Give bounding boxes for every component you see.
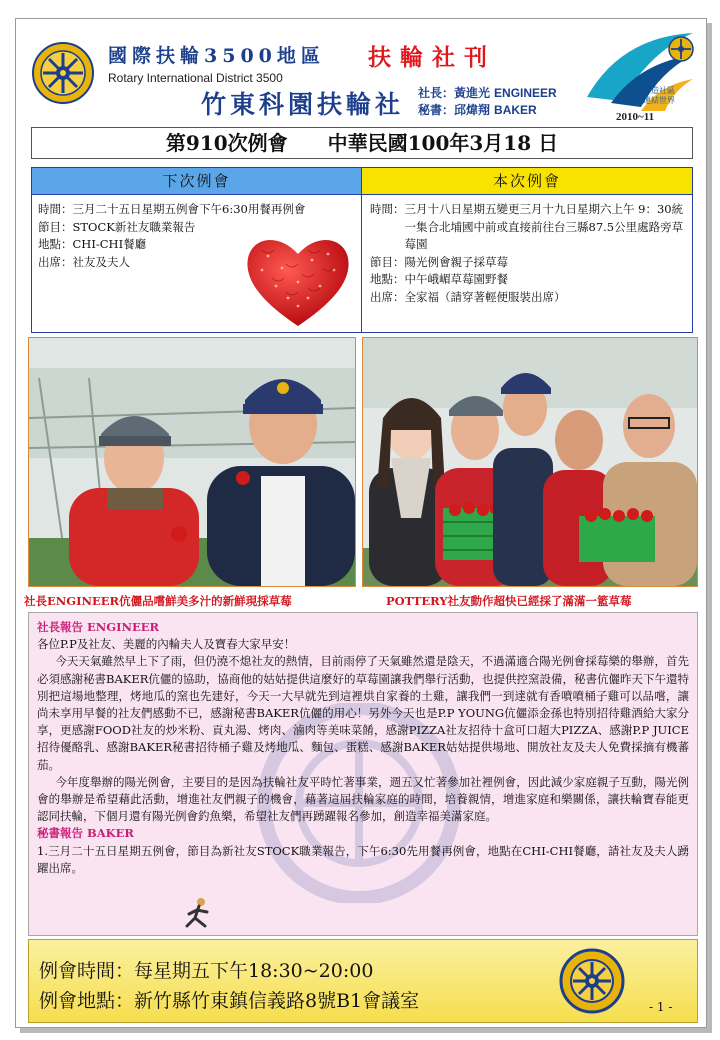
secretary-name: 邱煒翔 xyxy=(454,103,491,117)
current-attendance: 出席： 全家福（請穿著輕便服裝出席） xyxy=(370,289,566,304)
current-program: 節目： 陽光例會親子採草莓 xyxy=(370,254,508,269)
report-section xyxy=(28,612,698,936)
president-line xyxy=(418,85,557,102)
report-text xyxy=(37,619,689,877)
current-meeting-header: 本次例會 xyxy=(362,168,692,195)
president-report-greeting: 各位P.P及社友、美麗的內輪夫人及寶春大家早安！ xyxy=(37,637,296,652)
secretary-line xyxy=(418,102,557,119)
meeting-time: 例會時間：每星期五下午18:30~20:00 xyxy=(39,960,374,982)
runner-icon xyxy=(179,896,219,930)
secretary-en: BAKER xyxy=(494,103,537,117)
meeting-date: 中華民國100年3月18 日 xyxy=(327,131,559,155)
current-time: 時間： 三月十八日星期五變更三月十九日星期六上午 9：30統一集合北埔國中前或直接前往台三縣87.5公里處路旁草莓園 xyxy=(370,202,684,251)
president-en: ENGINEER xyxy=(494,86,557,100)
meeting-title xyxy=(31,127,693,159)
rotary-wheel-icon xyxy=(31,41,95,105)
next-attendance: 出席： 社友及夫人 xyxy=(38,254,130,269)
president-report-paragraph-2: 今年度舉辦的陽光例會，主要目的是因為扶輪社友平時忙著事業，週五又忙著參加社裡例會，因此減少家庭親子互動，陽光例會的舉辦是希望藉此活動，增進社友們親子的機會，藉著這屆扶輪家庭的時間，培養親情，增進家庭和樂關係，讓扶輪寶春能更認同扶輪，下個月還有陽光例會釣魚樂，希望社友們再踴躍報名參加，創造幸福美滿家庭。 xyxy=(37,774,689,824)
next-place: 地點： CHI-CHI餐廳 xyxy=(38,237,147,251)
strawberry-heart-image xyxy=(242,230,354,330)
club-name: 竹東科園扶輪社 xyxy=(201,90,405,119)
photo-president-strawberries xyxy=(28,337,356,587)
page-number: - 1 - xyxy=(649,1000,673,1014)
next-time: 時間： 三月二十五日星期五例會下午6:30用餐再例會 xyxy=(38,202,306,216)
district-name-en: Rotary International District 3500 xyxy=(108,71,283,85)
photo-pottery-basket xyxy=(362,337,698,587)
rotary-international-emblem-icon xyxy=(559,948,625,1014)
secretary-label: 秘書： xyxy=(418,103,455,117)
current-meeting-details xyxy=(370,201,688,306)
bulletin-page xyxy=(15,18,707,1028)
bulletin-title: 扶輪社刊 xyxy=(368,44,496,71)
meeting-place: 例會地點：新竹縣竹東鎮信義路8號B1會議室 xyxy=(39,990,420,1012)
photo-caption-right: POTTERY社友動作超快已經採了滿滿一籃草莓 xyxy=(386,594,632,608)
rotary-year: 2010~11 xyxy=(616,111,655,123)
secretary-report-heading: 秘書報告 BAKER xyxy=(37,826,134,841)
photo-caption-left: 社長ENGINEER伉儷品嚐鮮美多汁的新鮮現採草莓 xyxy=(24,594,292,608)
theme-logo xyxy=(581,27,699,113)
officers xyxy=(418,85,557,119)
president-report-heading: 社長報告 ENGINEER xyxy=(37,620,160,634)
meeting-number: 第910次例會 xyxy=(165,131,288,155)
secretary-report-item-1: 1.三月二十五日星期五例會，節目為新社友STOCK職業報告，下午6:30先用餐再例會，地點在CHI-CHI餐廳，請社友及夫人踴躍出席。 xyxy=(37,843,689,875)
next-program: 節目： STOCK新社友職業報告 xyxy=(38,219,196,234)
president-name: 黃進光 xyxy=(454,86,491,100)
district-name: 國際扶輪3500地區 xyxy=(108,45,325,67)
current-place: 地點： 中午峨嵋草莓園野餐 xyxy=(370,272,508,286)
footer xyxy=(28,939,698,1023)
president-report-paragraph-1: 今天天氣雖然早上下了雨，但仍澆不熄社友的熱情，目前雨停了天氣雖然還是陰天，不過滿適合陽光例會採莓樂的舉辦，首先必須感謝秘書BAKER伉儷的協助，協商他的姑姑提供這麼好的草莓園讓我們舉行活動，也提供控窯設備，秘書伉儷昨天下午還特別把這場地整理，烤地瓜的窯也先建好，今天一大早就先到這裡烘自家養的土雞，讓我們一到達就有香噴噴桶子雞可以品嚐，讓尚未享用早餐的社友們感動不已，感謝秘書BAKER伉儷的用心！另外今天也是P.P YOUNG伉儷添金孫也特別招待雞酒給大家分享，更感謝FOOD社友的炒米粉、貢丸湯、烤肉、滷肉等美味菜餚，感謝PIZZA社友招待十盒可口超大PIZZA、感謝P.P JUICE招待優酪乳、感謝BAKER秘書招待桶子雞及烤地瓜、麵包、蛋糕、感謝BAKER姑姑提供場地、開放社友及夫人免費採摘有機蕃茄。 xyxy=(37,654,689,772)
president-label: 社長： xyxy=(418,86,455,100)
next-meeting-header: 下次例會 xyxy=(32,168,361,195)
theme-text: 打造社區連結世界 xyxy=(643,86,675,105)
meeting-schedule xyxy=(31,167,693,333)
masthead xyxy=(16,19,706,127)
